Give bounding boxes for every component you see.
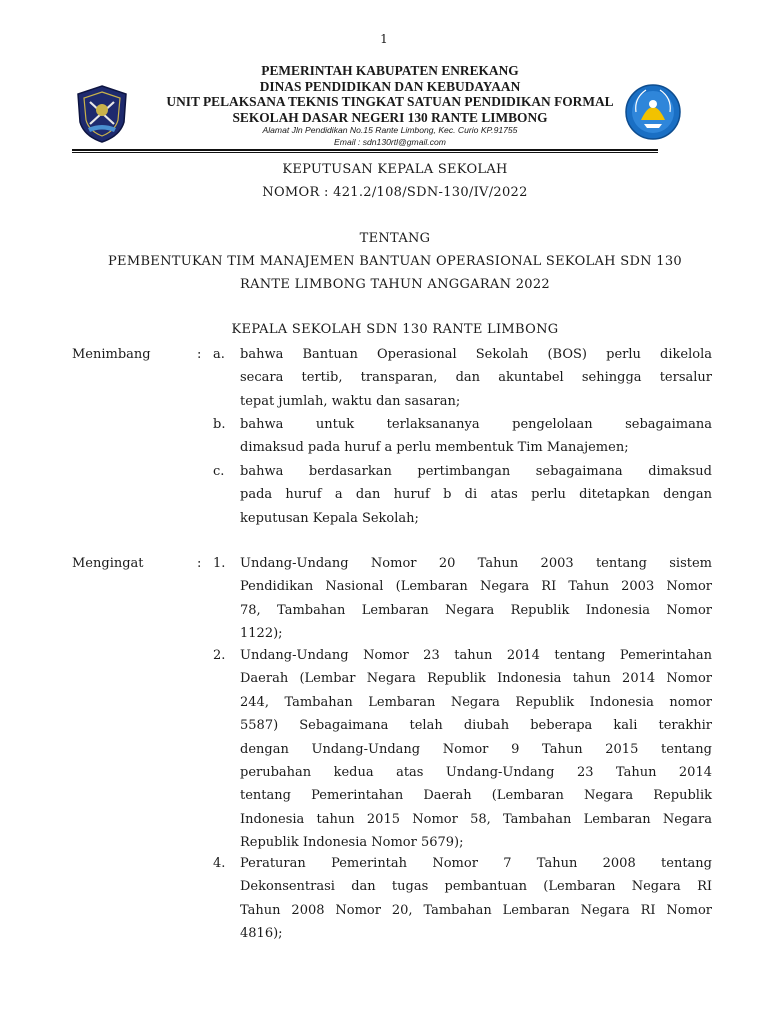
letterhead-line: PEMERINTAH KABUPATEN ENREKANG: [261, 63, 519, 78]
text-line: secara tertib, transparan, dan akuntabel sehingga tersalur: [240, 370, 712, 386]
item-marker: 1.: [213, 556, 226, 571]
letterhead-address: Alamat Jln Pendidikan No.15 Rante Limbong, Kec. Curio KP.91755: [262, 125, 518, 135]
item-marker: 4.: [213, 856, 226, 871]
section-label-menimbang: Menimbang: [72, 347, 151, 362]
text-line: 4816);: [240, 926, 283, 942]
section-colon: :: [197, 556, 202, 571]
letterhead-line: DINAS PENDIDIKAN DAN KEBUDAYAAN: [259, 78, 521, 94]
text-line: Undang-Undang Nomor 20 Tahun 2003 tentang sistem: [240, 556, 712, 571]
letterhead-rule: [72, 149, 658, 151]
text-line: 78, Tambahan Lembaran Negara Republik Indonesia Nomor: [240, 602, 712, 618]
text-line: Dekonsentrasi dan tugas pembantuan (Lembaran Negara RI: [240, 879, 712, 895]
mengingat-item: [240, 644, 712, 855]
item-marker: 2.: [213, 648, 226, 663]
text-line: tentang Pemerintahan Daerah (Lembaran Negara Republik: [240, 788, 712, 804]
text-line: Undang-Undang Nomor 23 tahun 2014 tentang Pemerintahan: [240, 648, 712, 663]
item-marker: b.: [213, 417, 226, 432]
text-line: Peraturan Pemerintah Nomor 7 Tahun 2008 tentang: [240, 856, 712, 871]
menimbang-item: [240, 413, 712, 460]
tut-wuri-handayani-icon: [624, 82, 682, 142]
text-line: tepat jumlah, waktu dan sasaran;: [240, 393, 461, 409]
menimbang-item: [240, 343, 712, 413]
text-line: Indonesia tahun 2015 Nomor 58, Tambahan Lembaran Negara: [240, 811, 712, 827]
decree-authority: KEPALA SEKOLAH SDN 130 RANTE LIMBONG: [231, 322, 559, 337]
text-line: Republik Indonesia Nomor 5679);: [240, 835, 464, 851]
text-line: Tahun 2008 Nomor 20, Tambahan Lembaran Negara RI Nomor: [240, 902, 712, 918]
decree-about: TENTANG: [359, 231, 431, 246]
text-line: Pendidikan Nasional (Lembaran Negara RI Tahun 2003 Nomor: [240, 579, 712, 595]
text-line: 5587) Sebagaimana telah diubah beberapa kali terakhir: [240, 718, 712, 734]
text-line: pada huruf a dan huruf b di atas perlu ditetapkan dengan: [240, 487, 712, 503]
regency-emblem-icon: [74, 84, 130, 144]
text-line: bahwa berdasarkan pertimbangan sebagaimana dimaksud: [240, 464, 712, 479]
decree-subject-line: RANTE LIMBONG TAHUN ANGGARAN 2022: [239, 277, 550, 292]
page-number: 1: [380, 32, 388, 46]
mengingat-item: [240, 852, 712, 946]
text-line: Daerah (Lembar Negara Republik Indonesia tahun 2014 Nomor: [240, 671, 712, 687]
letterhead: [150, 63, 630, 125]
text-line: bahwa untuk terlaksananya pengelolaan sebagaimana: [240, 417, 712, 432]
text-line: dimaksud pada huruf a perlu membentuk Tim Manajemen;: [240, 440, 629, 456]
letterhead-line: SEKOLAH DASAR NEGERI 130 RANTE LIMBONG: [232, 109, 548, 125]
text-line: dengan Undang-Undang Nomor 9 Tahun 2015 tentang: [240, 741, 712, 757]
decree-subject-line: PEMBENTUKAN TIM MANAJEMEN BANTUAN OPERASIONAL SEKOLAH SDN 130: [108, 254, 682, 269]
letterhead-email: Email : sdn130rtl@gmail.com: [334, 137, 446, 147]
text-line: 244, Tambahan Lembaran Negara Republik Indonesia nomor: [240, 694, 712, 710]
letterhead-line: UNIT PELAKSANA TEKNIS TINGKAT SATUAN PENDIDIKAN FORMAL: [166, 94, 614, 110]
item-marker: a.: [213, 347, 225, 362]
menimbang-item: [240, 460, 712, 530]
item-marker: c.: [213, 464, 225, 479]
section-label-mengingat: Mengingat: [72, 556, 144, 571]
text-line: perubahan kedua atas Undang-Undang 23 Tahun 2014: [240, 764, 712, 780]
letterhead-rule-thin: [72, 152, 658, 153]
decree-number: NOMOR : 421.2/108/SDN-130/IV/2022: [262, 185, 528, 200]
mengingat-item: [240, 552, 712, 646]
decree-heading: KEPUTUSAN KEPALA SEKOLAH: [282, 162, 508, 177]
section-colon: :: [197, 347, 202, 362]
text-line: 1122);: [240, 626, 283, 642]
text-line: keputusan Kepala Sekolah;: [240, 510, 419, 526]
letterhead-address-block: [150, 124, 630, 148]
text-line: bahwa Bantuan Operasional Sekolah (BOS) perlu dikelola: [240, 347, 712, 362]
